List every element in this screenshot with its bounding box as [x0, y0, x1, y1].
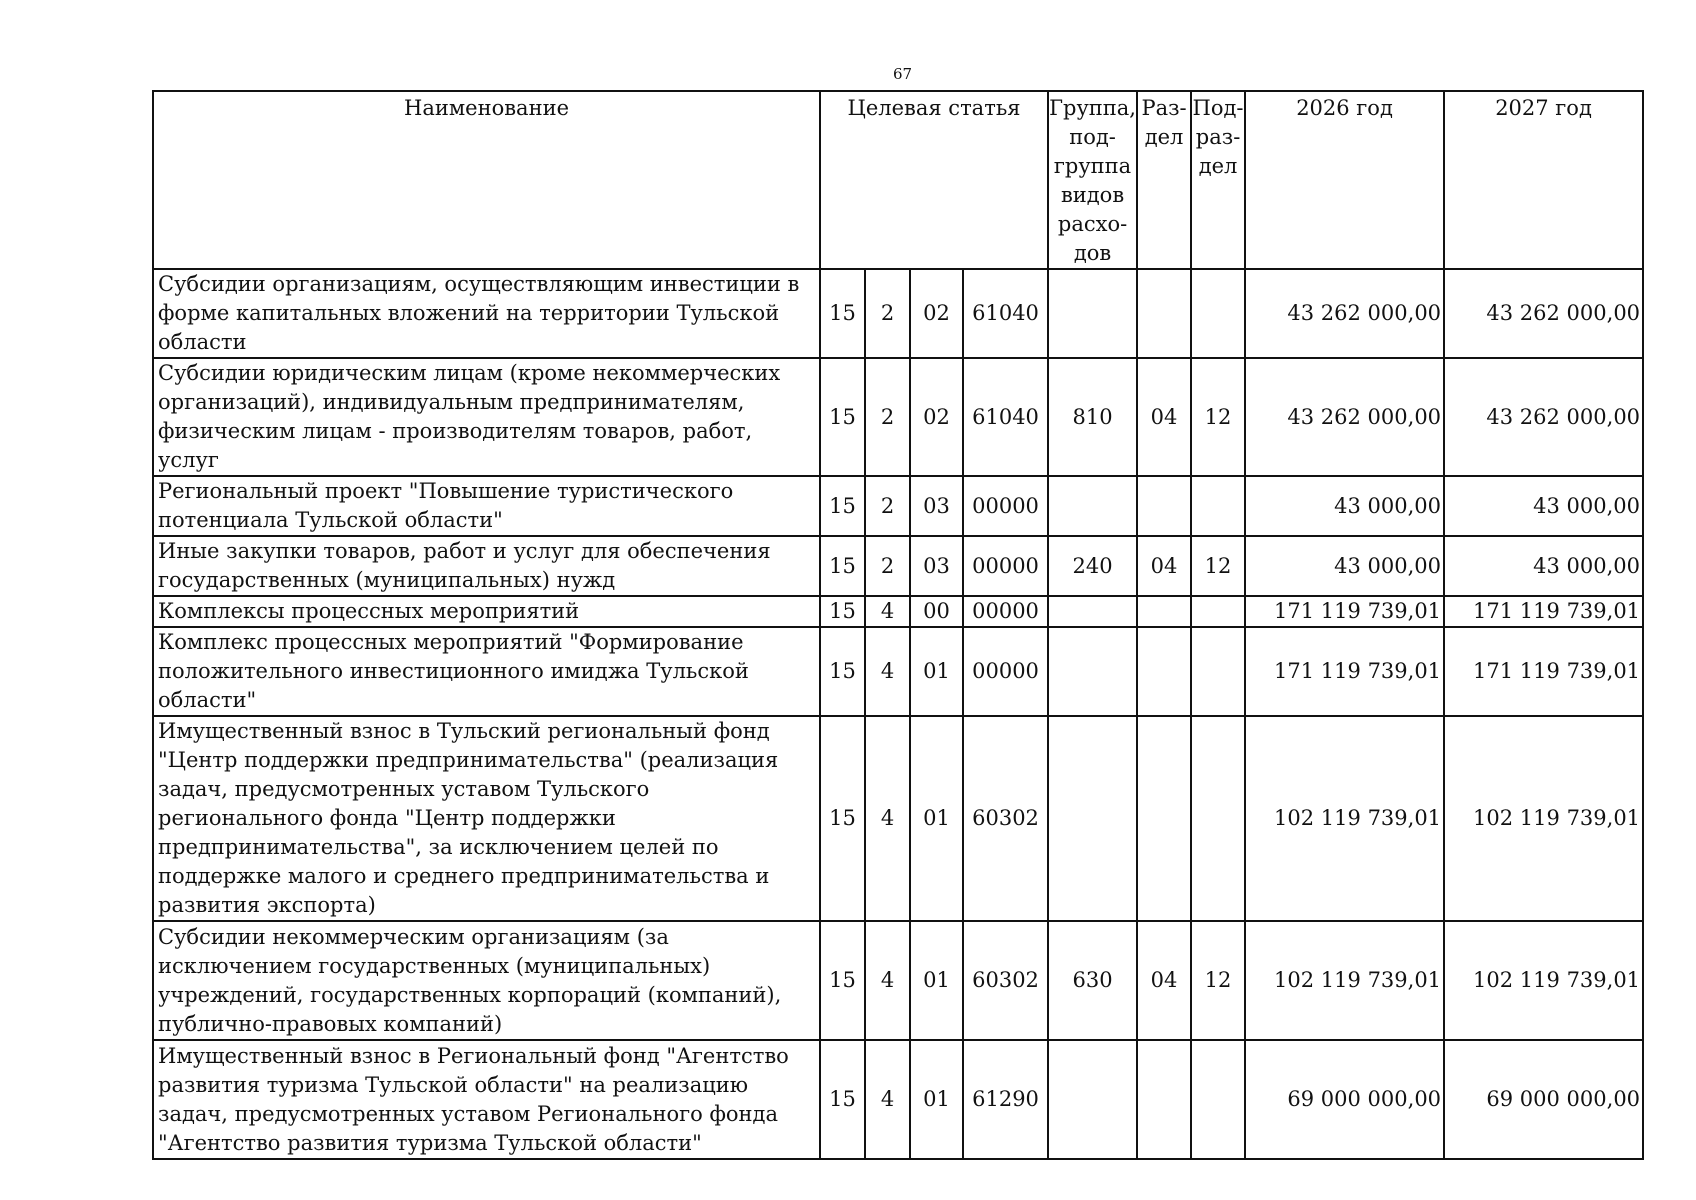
row-section: 04 [1137, 358, 1191, 476]
row-code-direction: 00000 [963, 596, 1048, 627]
row-code-item: 02 [910, 269, 963, 358]
row-code-item: 01 [910, 921, 963, 1040]
row-amount-2026: 43 262 000,00 [1245, 358, 1444, 476]
row-code-type: 2 [865, 269, 910, 358]
row-name: Региональный проект "Повышение туристического потенциала Тульской области" [153, 476, 820, 536]
row-name: Субсидии организациям, осуществляющим инвестиции в форме капитальных вложений на территории Тульской области [153, 269, 820, 358]
row-code-item: 01 [910, 627, 963, 716]
table-row [153, 476, 1643, 536]
row-subsection: 12 [1191, 358, 1245, 476]
row-amount-2027: 69 000 000,00 [1444, 1040, 1643, 1159]
row-amount-2027: 102 119 739,01 [1444, 716, 1643, 921]
table-row [153, 627, 1643, 716]
row-expense-group [1048, 269, 1137, 358]
row-code-direction: 60302 [963, 921, 1048, 1040]
row-code-type: 2 [865, 476, 910, 536]
row-amount-2027: 102 119 739,01 [1444, 921, 1643, 1040]
row-amount-2026: 171 119 739,01 [1245, 596, 1444, 627]
row-subsection [1191, 476, 1245, 536]
row-amount-2026: 102 119 739,01 [1245, 716, 1444, 921]
row-name: Иные закупки товаров, работ и услуг для обеспечения государственных (муниципальных) нужд [153, 536, 820, 596]
row-expense-group [1048, 476, 1137, 536]
row-subsection [1191, 1040, 1245, 1159]
row-code-type: 4 [865, 627, 910, 716]
row-code-program: 15 [820, 476, 865, 536]
row-amount-2027: 43 000,00 [1444, 476, 1643, 536]
header-name: Наименование [153, 91, 820, 269]
row-code-program: 15 [820, 358, 865, 476]
row-code-type: 4 [865, 716, 910, 921]
table-row [153, 596, 1643, 627]
row-name: Комплекс процессных мероприятий "Формирование положительного инвестиционного имиджа Тульской области" [153, 627, 820, 716]
row-section [1137, 269, 1191, 358]
row-expense-group [1048, 1040, 1137, 1159]
table-row [153, 921, 1643, 1040]
row-code-type: 2 [865, 536, 910, 596]
budget-table [152, 90, 1644, 1160]
row-amount-2026: 43 000,00 [1245, 536, 1444, 596]
row-code-direction: 60302 [963, 716, 1048, 921]
table-row [153, 1040, 1643, 1159]
row-name: Имущественный взнос в Региональный фонд "Агентство развития туризма Тульской области" на реализацию задач, предусмотренных уставом Регионального фонда "Агентство развития туризма Тульской области" [153, 1040, 820, 1159]
row-code-direction: 61040 [963, 269, 1048, 358]
row-code-direction: 00000 [963, 627, 1048, 716]
row-name: Имущественный взнос в Тульский региональный фонд "Центр поддержки предпринимательства" (реализация задач, предусмотренных уставом Тульского регионального фонда "Центр поддержки предпринимательства", за исключением целей по поддержке малого и среднего предпринимательства и развития экспорта) [153, 716, 820, 921]
header-section: Раз-дел [1137, 91, 1191, 269]
table-row [153, 716, 1643, 921]
row-code-direction: 00000 [963, 476, 1048, 536]
row-code-type: 4 [865, 596, 910, 627]
header-year-2026: 2026 год [1245, 91, 1444, 269]
table-row [153, 536, 1643, 596]
row-code-program: 15 [820, 921, 865, 1040]
row-code-program: 15 [820, 1040, 865, 1159]
row-name: Субсидии некоммерческим организациям (за исключением государственных (муниципальных) учреждений, государственных корпораций (компаний), публично-правовых компаний) [153, 921, 820, 1040]
row-code-item: 02 [910, 358, 963, 476]
row-section: 04 [1137, 536, 1191, 596]
row-code-type: 4 [865, 921, 910, 1040]
row-subsection [1191, 596, 1245, 627]
row-amount-2026: 69 000 000,00 [1245, 1040, 1444, 1159]
header-year-2027: 2027 год [1444, 91, 1643, 269]
table-row [153, 358, 1643, 476]
row-expense-group [1048, 627, 1137, 716]
row-amount-2027: 43 000,00 [1444, 536, 1643, 596]
row-expense-group: 240 [1048, 536, 1137, 596]
row-amount-2027: 43 262 000,00 [1444, 358, 1643, 476]
row-code-type: 4 [865, 1040, 910, 1159]
row-code-program: 15 [820, 536, 865, 596]
row-expense-group [1048, 716, 1137, 921]
row-code-type: 2 [865, 358, 910, 476]
row-expense-group: 630 [1048, 921, 1137, 1040]
row-code-item: 03 [910, 476, 963, 536]
table-row [153, 269, 1643, 358]
row-subsection [1191, 716, 1245, 921]
row-expense-group: 810 [1048, 358, 1137, 476]
row-section [1137, 716, 1191, 921]
row-subsection: 12 [1191, 536, 1245, 596]
row-code-program: 15 [820, 716, 865, 921]
row-code-direction: 61290 [963, 1040, 1048, 1159]
row-section [1137, 1040, 1191, 1159]
row-section [1137, 596, 1191, 627]
row-code-item: 01 [910, 716, 963, 921]
header-expense-group: Группа, под-группа видов расхо-дов [1048, 91, 1137, 269]
row-code-program: 15 [820, 269, 865, 358]
row-section [1137, 476, 1191, 536]
row-code-item: 01 [910, 1040, 963, 1159]
header-subsection: Под-раз-дел [1191, 91, 1245, 269]
row-amount-2027: 171 119 739,01 [1444, 627, 1643, 716]
row-amount-2026: 43 000,00 [1245, 476, 1444, 536]
row-code-program: 15 [820, 596, 865, 627]
row-subsection [1191, 269, 1245, 358]
page-number: 67 [892, 65, 913, 83]
row-amount-2026: 102 119 739,01 [1245, 921, 1444, 1040]
row-code-item: 00 [910, 596, 963, 627]
row-subsection: 12 [1191, 921, 1245, 1040]
row-amount-2027: 171 119 739,01 [1444, 596, 1643, 627]
row-subsection [1191, 627, 1245, 716]
header-target-article: Целевая статья [820, 91, 1048, 269]
row-name: Субсидии юридическим лицам (кроме некоммерческих организаций), индивидуальным предпринимателям, физическим лицам - производителям товаров, работ, услуг [153, 358, 820, 476]
row-expense-group [1048, 596, 1137, 627]
table-header [153, 91, 1643, 269]
row-amount-2026: 43 262 000,00 [1245, 269, 1444, 358]
row-section [1137, 627, 1191, 716]
row-amount-2027: 43 262 000,00 [1444, 269, 1643, 358]
row-code-program: 15 [820, 627, 865, 716]
row-name: Комплексы процессных мероприятий [153, 596, 820, 627]
row-code-direction: 61040 [963, 358, 1048, 476]
row-code-item: 03 [910, 536, 963, 596]
row-amount-2026: 171 119 739,01 [1245, 627, 1444, 716]
row-section: 04 [1137, 921, 1191, 1040]
row-code-direction: 00000 [963, 536, 1048, 596]
